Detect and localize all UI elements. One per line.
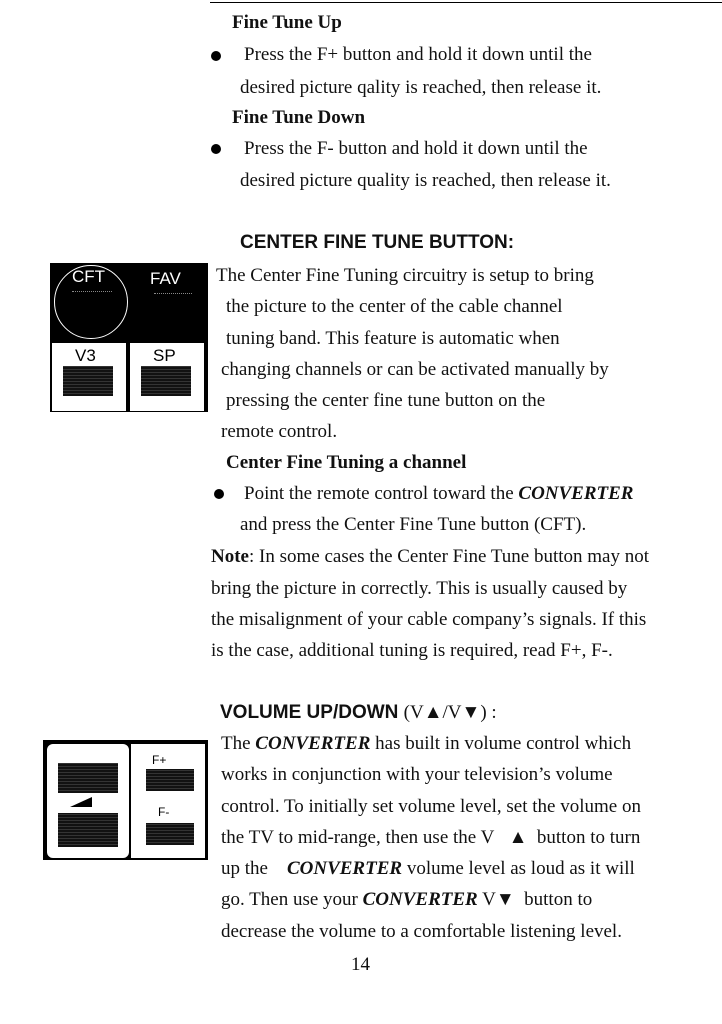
top-rule [210,2,722,3]
note-line2: bring the picture in correctly. This is usually caused by [211,578,628,599]
sp-button [130,343,204,411]
note-line3: the misalignment of your cable company’s signals. If this [211,609,647,630]
bullet-icon [211,144,221,154]
note-line1: Note: In some cases the Center Fine Tune button may not [211,546,649,567]
fine-tune-up-line1: Press the F+ button and hold it down until the [244,44,592,65]
volume-line4: the TV to mid-range, then use the V ▲ button to turn [221,827,641,848]
bullet-icon [214,489,224,499]
fine-tune-down-line1: Press the F- button and hold it down until the [244,138,588,159]
fine-tune-down-title: Fine Tune Down [232,107,366,128]
volume-line6: go. Then use your CONVERTER V▼ button to [221,889,593,910]
cft-para-line4: changing channels or can be activated manually by [221,359,609,380]
volume-line5: up the CONVERTER volume level as loud as it will [221,858,635,879]
volume-line1: The CONVERTER has built in volume control which [221,733,632,754]
v3-label: V3 [75,346,96,365]
bullet-icon [211,51,221,61]
fav-label: FAV [150,269,181,288]
volume-ramp-icon [70,797,92,807]
volume-line3: control. To initially set volume level, set the volume on [221,796,641,817]
volume-rocker [47,744,129,858]
volume-remote-image [43,740,208,860]
cft-para-line1: The Center Fine Tuning circuitry is setup to bring [216,265,594,286]
volume-heading: VOLUME UP/DOWN (V▲/V▼) : [220,702,497,723]
cft-para-line3: tuning band. This feature is automatic when [226,328,560,349]
page-number: 14 [351,954,370,975]
sp-label: SP [153,346,176,365]
cft-para-line2: the picture to the center of the cable channel [226,296,563,317]
volume-line2: works in conjunction with your television’s volume [221,764,613,785]
fine-tune-up-title: Fine Tune Up [232,12,342,33]
cft-para-line5: pressing the center fine tune button on the [226,390,546,411]
fplus-label: F+ [152,753,167,767]
cft-label: CFT [72,267,106,286]
volume-line7: decrease the volume to a comfortable listening level. [221,921,622,942]
v3-button [52,343,126,411]
fine-tune-up-line2: desired picture qality is reached, then release it. [240,77,602,98]
cft-subheading: Center Fine Tuning a channel [226,452,467,473]
cft-para-line6: remote control. [221,421,338,442]
fminus-label: F- [158,805,170,819]
cft-heading: CENTER FINE TUNE BUTTON: [240,232,515,253]
cft-remote-image [50,263,208,412]
cft-bullet-line1: Point the remote control toward the CONVERTER [244,483,634,504]
fine-tune-buttons [131,744,205,858]
fine-tune-down-line2: desired picture quality is reached, then release it. [240,170,611,191]
note-line4: is the case, additional tuning is required, read F+, F-. [211,640,613,661]
cft-bullet-line2: and press the Center Fine Tune button (CFT). [240,514,587,535]
